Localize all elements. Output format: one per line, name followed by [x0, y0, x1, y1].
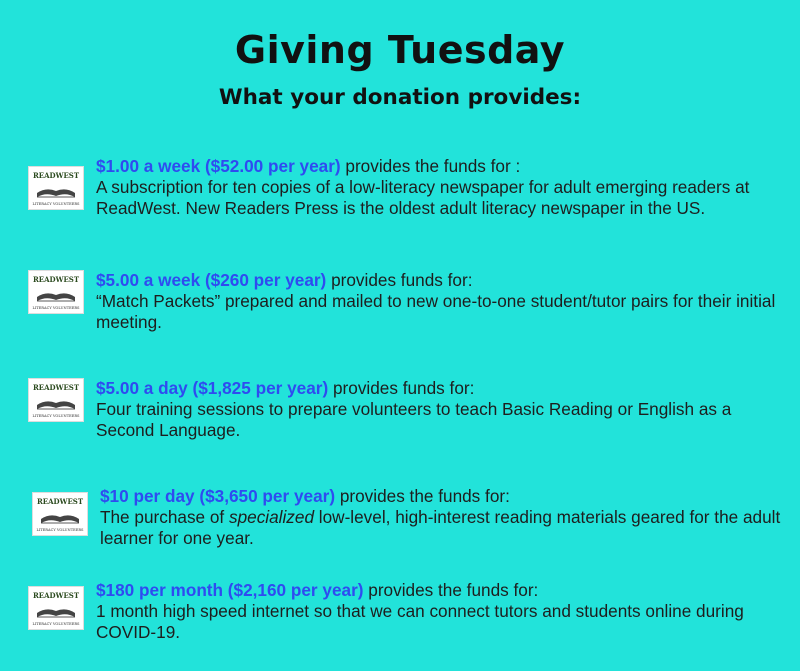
donation-text — [96, 270, 786, 333]
donation-description: Four training sessions to prepare volunteers to teach Basic Reading or English as a Second Language. — [96, 399, 732, 440]
donation-amount: $10 per day ($3,650 per year) — [100, 486, 336, 506]
logo-text: READWEST — [36, 497, 84, 506]
readwest-logo — [28, 166, 84, 210]
logo-text: READWEST — [32, 275, 80, 284]
donation-lead: provides the funds for: — [363, 580, 539, 600]
donation-description: “Match Packets” prepared and mailed to new one-to-one student/tutor pairs for their initial meeting. — [96, 291, 776, 332]
logo-subtext: LITERACY VOLUNTEERS — [32, 414, 80, 418]
donation-text — [100, 486, 790, 549]
donation-description-pre: The purchase of — [100, 507, 229, 527]
donation-lead: provides the funds for : — [340, 156, 521, 176]
donation-lead: provides the funds for: — [335, 486, 510, 506]
donation-item — [28, 270, 788, 340]
donation-description: 1 month high speed internet so that we can connect tutors and students online during COVID-19. — [96, 601, 744, 642]
logo-text: READWEST — [32, 591, 80, 600]
donation-lead: provides funds for: — [326, 270, 473, 290]
donation-amount: $5.00 a week ($260 per year) — [96, 270, 327, 290]
donation-item — [28, 378, 788, 448]
donation-amount: $180 per month ($2,160 per year) — [96, 580, 364, 600]
donation-amount: $5.00 a day ($1,825 per year) — [96, 378, 329, 398]
donation-item — [28, 580, 788, 650]
readwest-logo — [28, 378, 84, 422]
donation-text — [96, 378, 786, 441]
logo-subtext: LITERACY VOLUNTEERS — [32, 202, 80, 206]
readwest-logo — [28, 270, 84, 314]
readwest-logo — [32, 492, 88, 536]
donation-description-post: low-level, high-interest reading materials geared for the adult learner for one year. — [100, 507, 781, 548]
logo-text: READWEST — [32, 171, 80, 180]
readwest-logo — [28, 586, 84, 630]
donation-amount: $1.00 a week ($52.00 per year) — [96, 156, 341, 176]
donation-description: A subscription for ten copies of a low-literacy newspaper for adult emerging readers at ReadWest. New Readers Press is the oldest adult literacy newspaper in the US. — [96, 177, 750, 218]
page-title: Giving Tuesday — [234, 28, 566, 72]
logo-subtext: LITERACY VOLUNTEERS — [32, 306, 80, 310]
donation-lead: provides funds for: — [328, 378, 475, 398]
logo-subtext: LITERACY VOLUNTEERS — [36, 528, 84, 532]
donation-item — [28, 156, 788, 246]
donation-item — [32, 486, 792, 556]
donation-text — [96, 156, 786, 219]
donation-description-emphasis: specialized — [228, 507, 315, 527]
logo-text: READWEST — [32, 383, 80, 392]
logo-subtext: LITERACY VOLUNTEERS — [32, 622, 80, 626]
donation-text — [96, 580, 786, 643]
page-subtitle: What your donation provides: — [218, 85, 582, 110]
